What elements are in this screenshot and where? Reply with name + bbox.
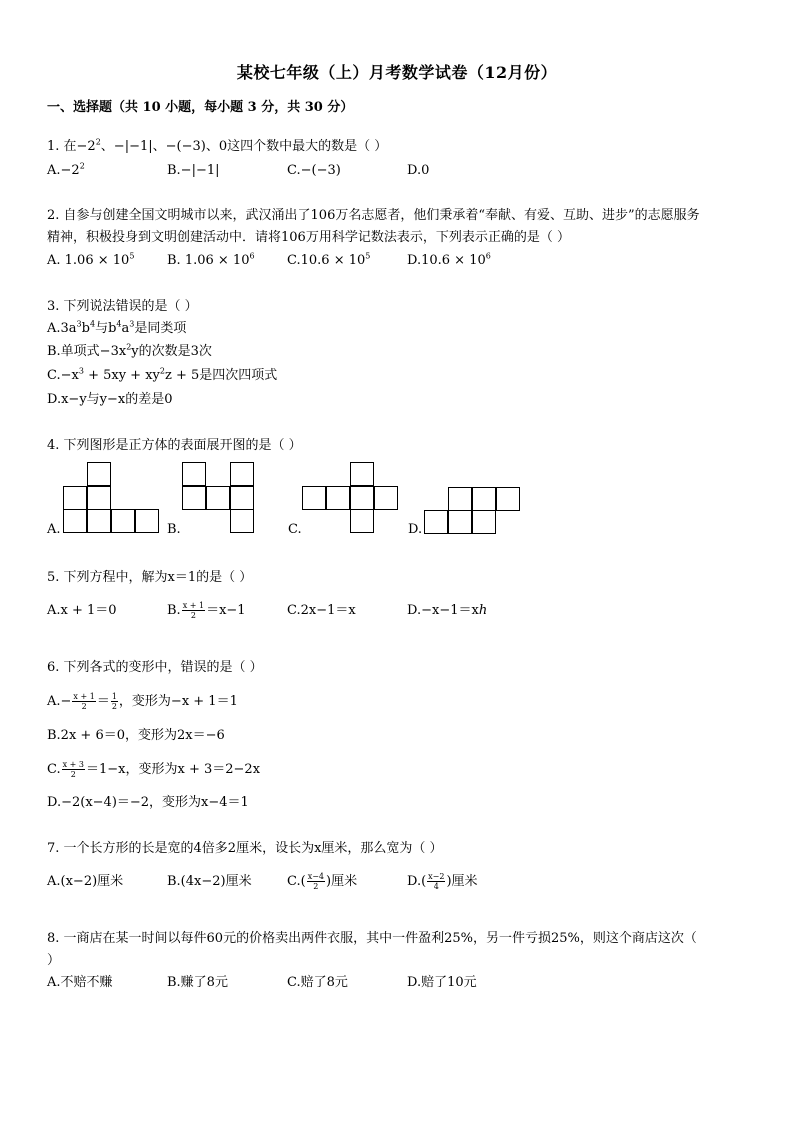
question-5-stem: 5. 下列方程中，解为x＝1的是（ ） <box>47 570 253 585</box>
option-c: C. $\frac{x + 3}{2}$ ＝1−x，变形为x + 3＝2−2x <box>47 760 261 779</box>
question-2-stem: 2. 自参与创建全国文明城市以来，武汉涌出了106万名志愿者，他们秉承着“奉献、有爱、互助、进步”的志愿服务 精神，积极投身到文明创建活动中．请将106万用科学记数法表示，下列表示正确的是（ ） <box>47 208 700 245</box>
question-3-stem: 3. 下列说法错误的是（ ） <box>47 299 198 314</box>
option-d: D.赔了10元 <box>407 975 477 990</box>
question-6-stem: 6. 下列各式的变形中，错误的是（ ） <box>47 660 263 675</box>
option-a: $A.-2^2$ <box>47 161 85 178</box>
option-c-label: C. <box>288 522 302 537</box>
option-a: A.x + 1＝0 <box>47 603 117 618</box>
cube-net-a <box>63 462 159 536</box>
option-b: B. $1.06 \times 10^6$ <box>167 251 255 268</box>
option-c: $C.10.6 \times 10^5$ <box>287 251 371 268</box>
option-a: A. $1.06 \times 10^5$ <box>47 251 135 268</box>
option-d: D.−2(x−4)＝−2，变形为x−4＝1 <box>47 795 249 810</box>
option-a-label: A. <box>47 522 61 537</box>
option-b: B.赚了8元 <box>167 975 228 990</box>
question-4-stem: 4. 下列图形是正方体的表面展开图的是（ ） <box>47 438 302 453</box>
option-a: $A.3a^3b^4$与$b^4a^3$是同类项 <box>47 319 187 336</box>
option-d: $D.10.6 \times 10^6$ <box>407 251 491 268</box>
question-8-options <box>47 972 757 994</box>
option-d: D.−x−1＝xh <box>407 603 488 618</box>
question-5-options <box>47 600 757 626</box>
question-7-options <box>47 871 757 897</box>
option-c: $C.-x^3 + 5xy + xy^2z + 5$是四次四项式 <box>47 366 278 383</box>
question-8-stem: 8. 一商店在某一时间以每件60元的价格卖出两件衣服，其中一件盈利25%，另一件亏损25%，则这个商店这次（ ） <box>47 931 697 968</box>
option-b: B. $\frac{x + 1}{2}$ ＝x−1 <box>167 601 246 620</box>
option-d: D.x−y与y−x的差是0 <box>47 392 173 407</box>
section-heading: 一、选择题（共 10 小题，每小题 3 分，共 30 分） <box>47 100 354 115</box>
cube-net-d <box>424 487 522 537</box>
option-b: B.单项式$-3x^2y$的次数是3次 <box>47 342 212 359</box>
option-d: D.( $\frac{x-2}{4}$ )厘米 <box>407 872 478 891</box>
option-b: B.(4x−2)厘米 <box>167 874 252 889</box>
cube-net-b <box>182 462 256 536</box>
option-c: C.赔了8元 <box>287 975 348 990</box>
question-1-stem: 1. 在$-2^2$、−|−1|、−(−3)、0这四个数中最大的数是（ ） <box>47 137 388 154</box>
option-d-label: D. <box>408 522 423 537</box>
question-2-options <box>47 250 757 272</box>
option-b: B.2x + 6＝0，变形为2x＝−6 <box>47 728 225 743</box>
page-title: 某校七年级（上）月考数学试卷（12月份） <box>236 63 558 82</box>
option-a: A.不赔不赚 <box>47 975 113 990</box>
cube-net-c <box>302 462 402 536</box>
option-a: A.− $\frac{x + 1}{2}$ ＝ $\frac{1}{2}$ ，变形为−x + 1＝1 <box>47 692 238 711</box>
option-b-label: B. <box>167 522 181 537</box>
option-c: C.−(−3) <box>287 163 341 178</box>
option-d: D.0 <box>407 163 430 178</box>
option-b: B.−|−1| <box>167 163 220 178</box>
question-1-options <box>47 160 757 182</box>
option-a: A.(x−2)厘米 <box>47 874 124 889</box>
option-c: C.2x−1＝x <box>287 603 356 618</box>
option-c: C.( $\frac{x-4}{2}$ )厘米 <box>287 872 358 891</box>
question-7-stem: 7. 一个长方形的长是宽的4倍多2厘米，设长为x厘米，那么宽为（ ） <box>47 841 443 856</box>
